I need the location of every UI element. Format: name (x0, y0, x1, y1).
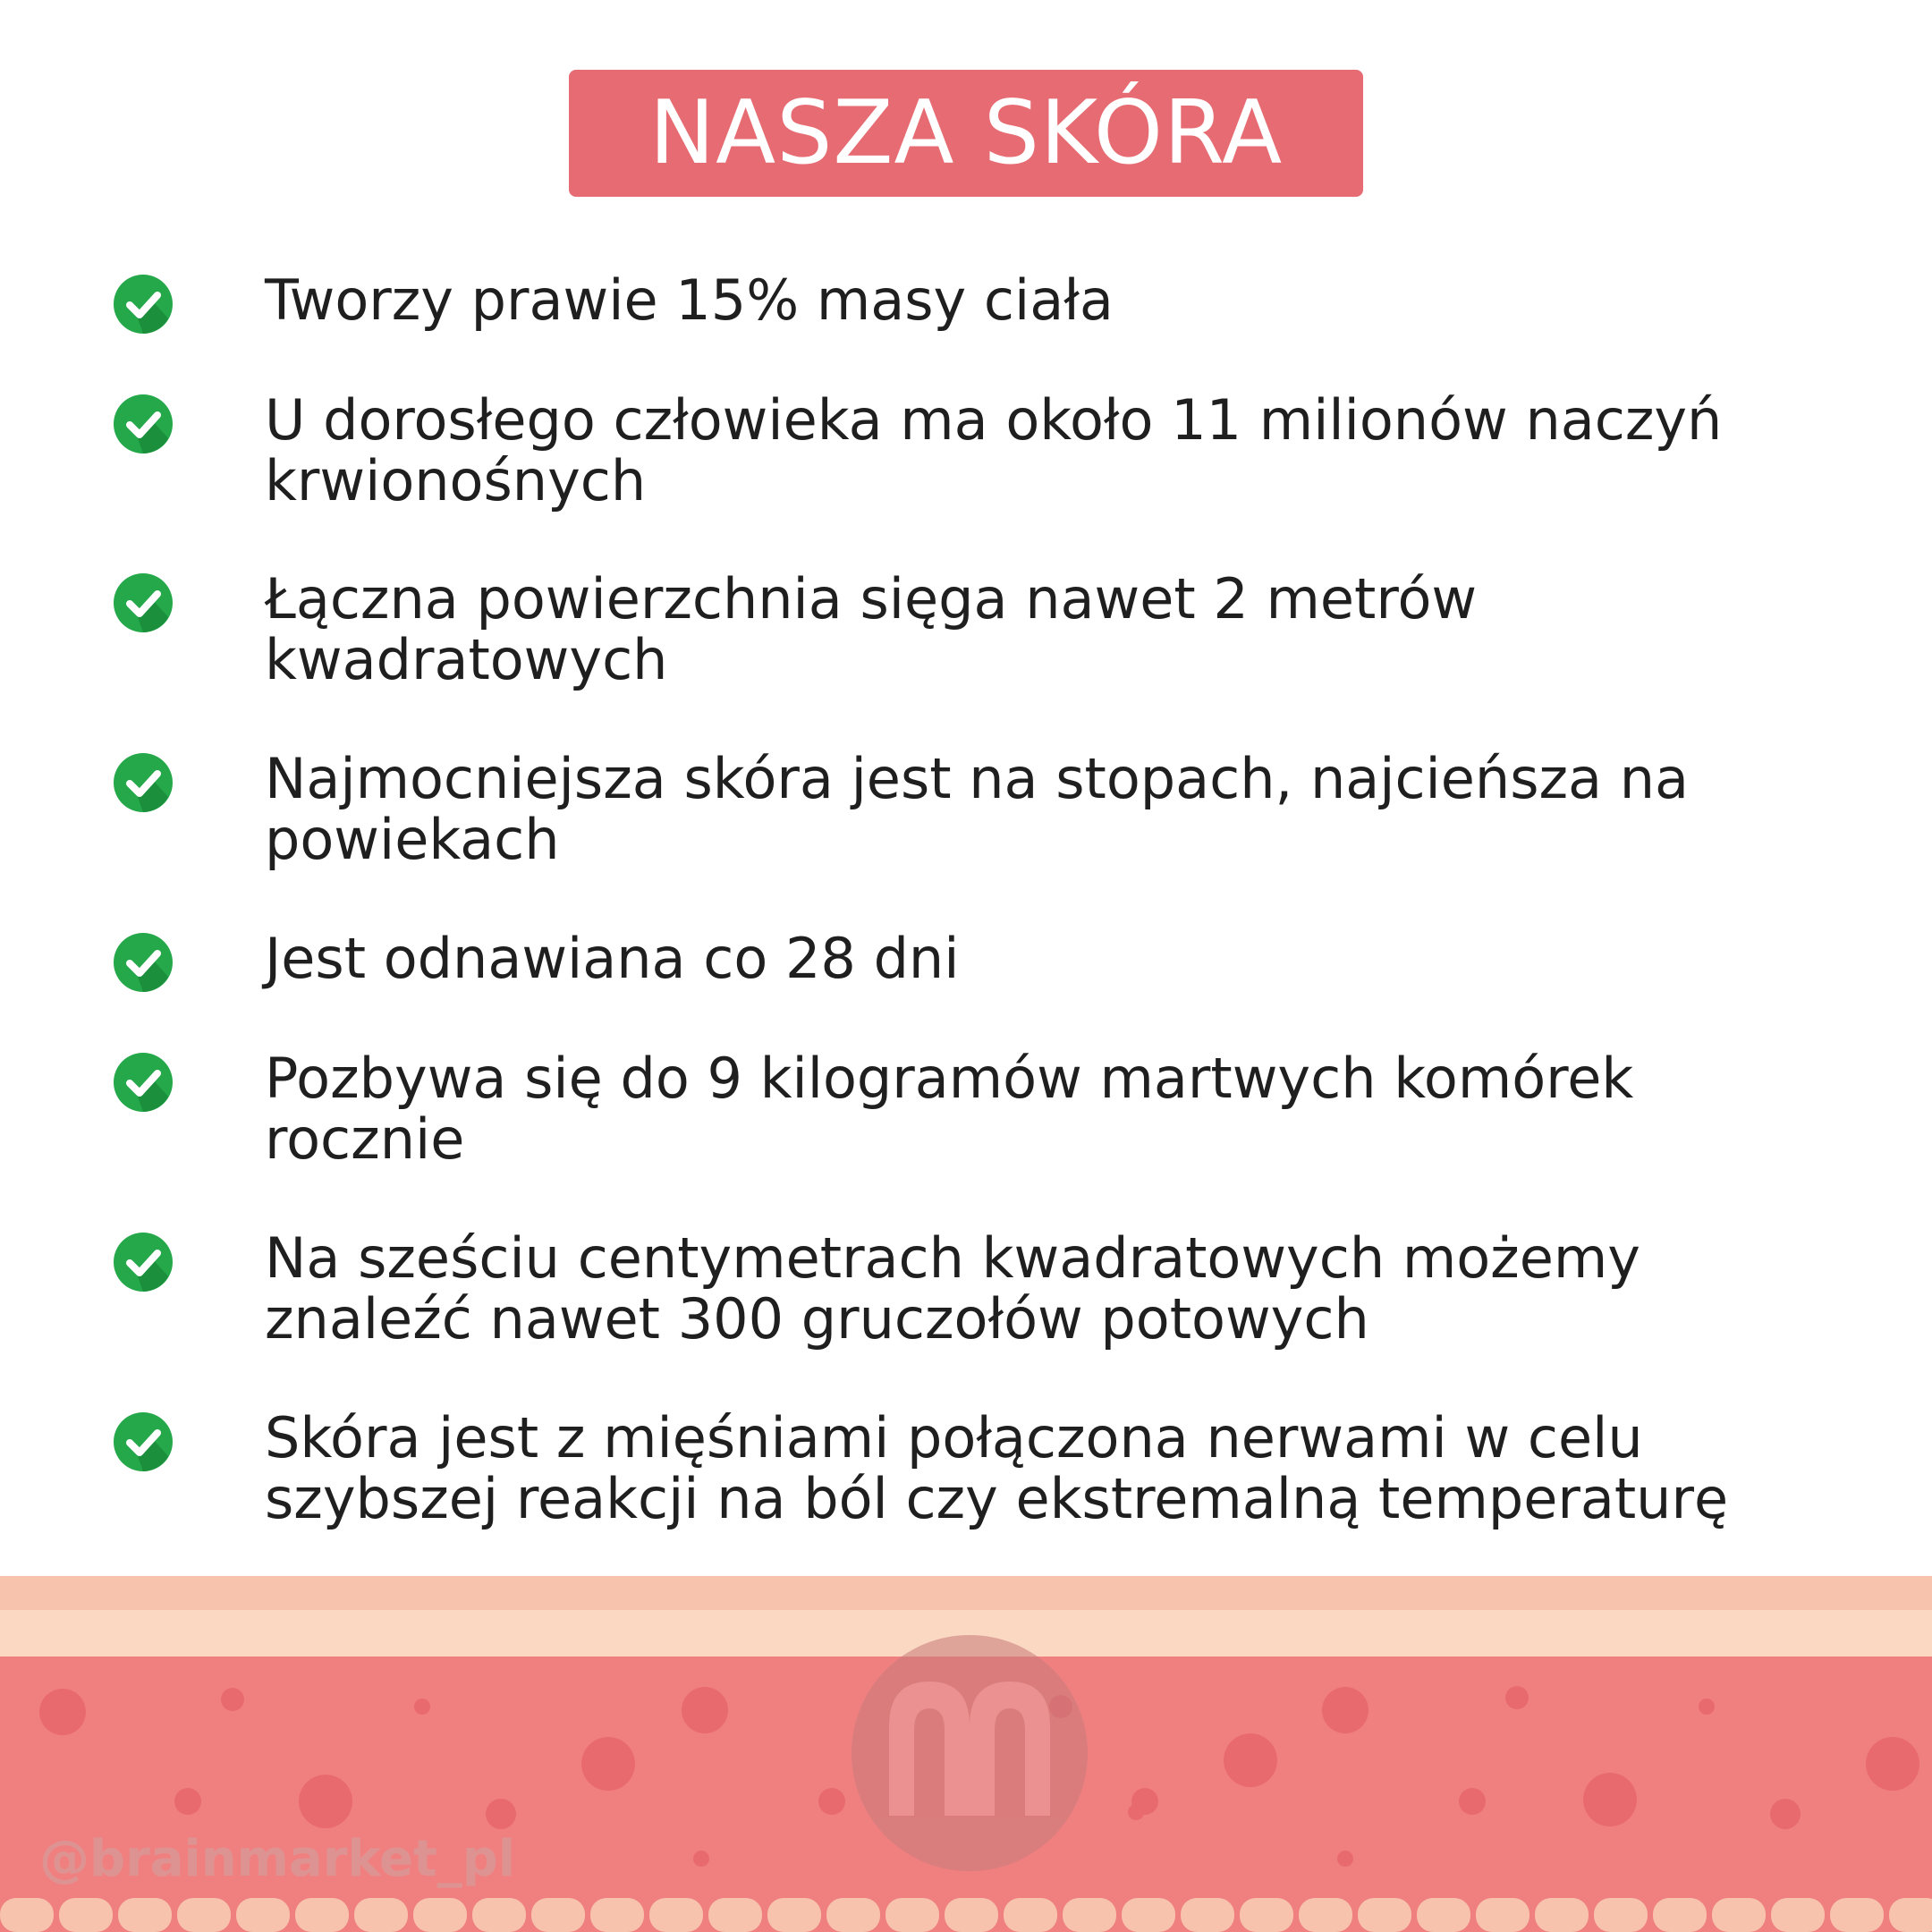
list-item (113, 566, 1812, 692)
check-circle-icon (113, 932, 174, 993)
fact-text: Jest odnawiana co 28 dni (265, 926, 960, 991)
check-circle-icon (113, 1052, 174, 1113)
fact-text: Tworzy prawie 15% masy ciała (265, 267, 1114, 333)
check-circle-icon (113, 572, 174, 633)
fact-text: Na sześciu centymetrach kwadratowych możemy znaleźć nawet 300 gruczołów potowych (265, 1225, 1640, 1352)
fact-text: Najmocniejsza skóra jest na stopach, najcieńsza na powiekach (265, 746, 1690, 872)
fact-text: Skóra jest z mięśniami połączona nerwami w celu szybszej reakcji na ból czy ekstremalną temperaturę (265, 1405, 1729, 1531)
list-item (113, 1405, 1812, 1531)
title-banner (569, 70, 1363, 197)
check-circle-icon (113, 752, 174, 813)
list-item (113, 267, 1812, 335)
check-circle-icon (113, 274, 174, 335)
page-title: NASZA SKÓRA (648, 82, 1284, 184)
fact-text: Pozbywa się do 9 kilogramów martwych komórek rocznie (265, 1046, 1634, 1172)
list-item (113, 387, 1812, 513)
fact-text: U dorosłego człowieka ma około 11 milionów naczyń krwionośnych (265, 387, 1723, 513)
check-circle-icon (113, 1411, 174, 1472)
fact-text: Łączna powierzchnia sięga nawet 2 metrów kwadratowych (265, 566, 1478, 692)
list-item (113, 1048, 1812, 1170)
list-item (113, 1225, 1812, 1352)
check-circle-icon (113, 1232, 174, 1292)
list-item (113, 928, 1812, 993)
watermark: @brainmarket_pl (39, 1830, 516, 1888)
check-circle-icon (113, 394, 174, 454)
brainmarket-logo-icon (852, 1635, 1088, 1871)
list-item (113, 746, 1812, 872)
